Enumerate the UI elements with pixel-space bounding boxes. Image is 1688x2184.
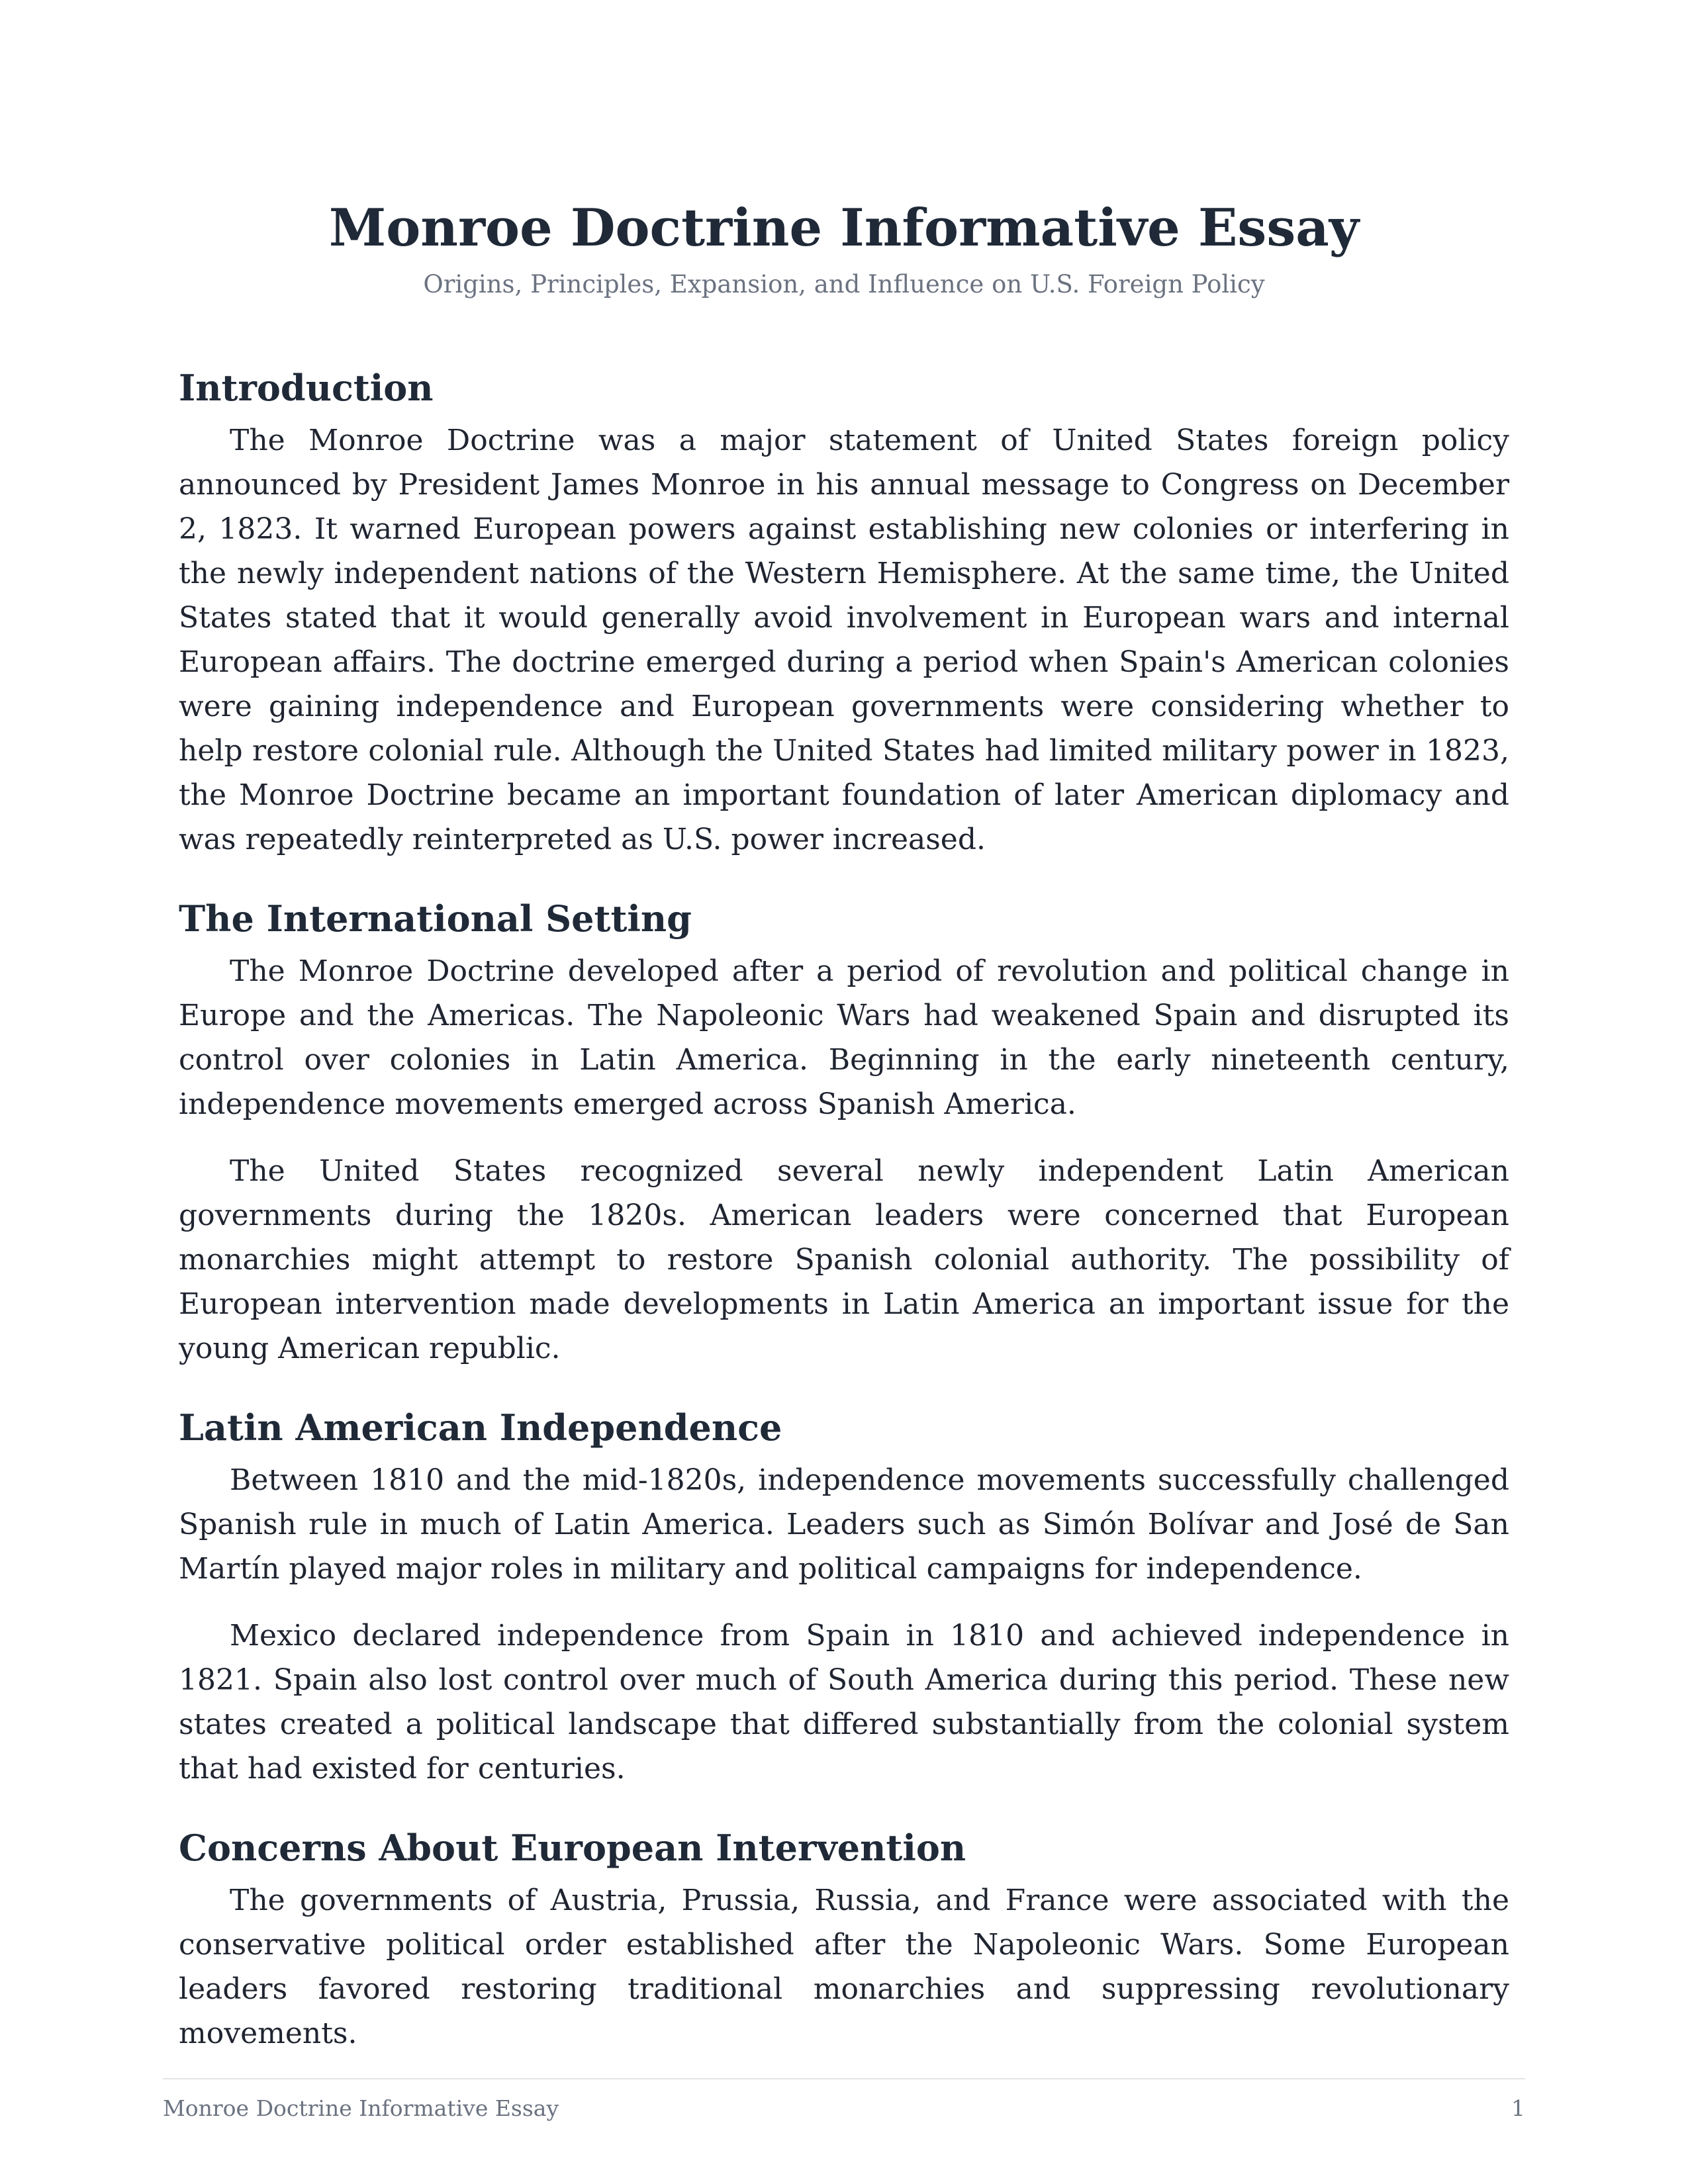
section-international-setting: [179, 892, 1509, 1371]
section-heading: Concerns About European Intervention: [179, 1827, 966, 1869]
paragraph: The Monroe Doctrine was a major statement of United States foreign policy announced by President James Monroe in his annual message to Congress on December 2, 1823. It warned European powers against establishing new colonies or interfering in the newly independent nations of the Western Hemisphere. At the same time, the United States stated that it would generally avoid involvement in European wars and internal European affairs. The doctrine emerged during a period when Spain's American colonies were gaining independence and European governments were considering whether to help restore colonial rule. Although the United States had limited military power in 1823, the Monroe Doctrine became an important foundation of later American diplomacy and was repeatedly reinterpreted as U.S. power increased.: [179, 424, 1509, 856]
document-title: Monroe Doctrine Informative Essay: [328, 198, 1360, 258]
section-heading: Latin American Independence: [179, 1406, 782, 1449]
page-number: 1: [1511, 2095, 1525, 2121]
paragraph: Mexico declared independence from Spain in 1810 and achieved independence in 1821. Spain also lost control over much of South America during this period. These new states created a political landscape that differed substantially from the colonial system that had existed for centuries.: [179, 1619, 1509, 1786]
paragraph: The United States recognized several newly independent Latin American governments during the 1820s. American leaders were concerned that European monarchies might attempt to restore Spanish colonial authority. The possibility of European intervention made developments in Latin America an important issue for the young American republic.: [179, 1154, 1509, 1365]
section-european-intervention: [179, 1821, 1509, 2056]
document-page: [179, 192, 1509, 2056]
section-heading: Introduction: [179, 367, 434, 409]
paragraph: The governments of Austria, Prussia, Russia, and France were associated with the conservative political order established after the Napoleonic Wars. Some European leaders favored restoring traditional monarchies and suppressing revolutionary movements.: [179, 1884, 1509, 2050]
page-footer: [163, 2078, 1525, 2121]
paragraph: Between 1810 and the mid-1820s, independence movements successfully challenged Spanish rule in much of Latin America. Leaders such as Simón Bolívar and José de San Martín played major roles in military and political campaigns for independence.: [179, 1463, 1509, 1586]
section-introduction: [179, 361, 1509, 862]
document-subtitle: Origins, Principles, Expansion, and Influence on U.S. Foreign Policy: [423, 270, 1265, 298]
section-latin-american-independence: [179, 1401, 1509, 1791]
section-heading: The International Setting: [179, 897, 692, 940]
paragraph: The Monroe Doctrine developed after a period of revolution and political change in Europe and the Americas. The Napoleonic Wars had weakened Spain and disrupted its control over colonies in Latin America. Beginning in the early nineteenth century, independence movements emerged across Spanish America.: [179, 954, 1509, 1121]
footer-title: Monroe Doctrine Informative Essay: [163, 2095, 559, 2121]
